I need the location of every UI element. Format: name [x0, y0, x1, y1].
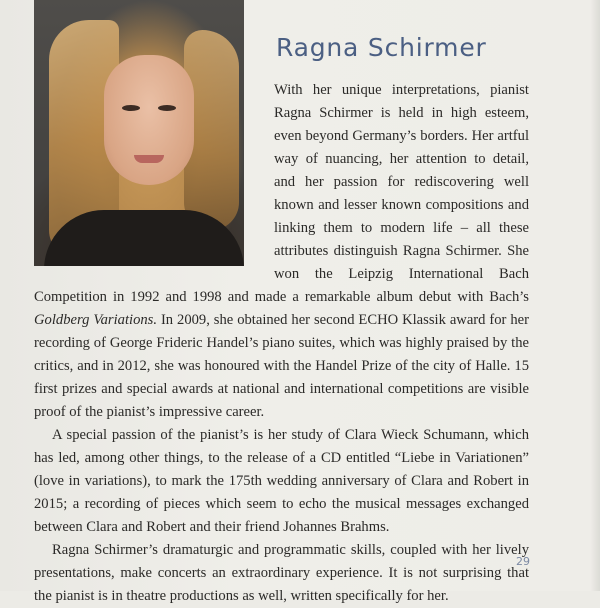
paragraph-1-part-b: In 2009, she obtained her second ECHO Klassik award for her recording of George Frideric Handel’s piano suites, which was highly praised by the critics, and in 2012, she was honoured with the Handel Prize of the city of Halle. 15 first prizes and special awards at national and international competitions are visible proof of the pianist’s impressive career. [34, 312, 529, 420]
album-title: Goldberg Variations. [34, 312, 157, 328]
page-title: Ragna Schirmer [276, 33, 487, 62]
photo-wrap-spacer [34, 79, 274, 268]
paragraph-3: Ragna Schirmer’s dramaturgic and programmatic skills, coupled with her lively presentations, make concerts an extraordinary experience. It is not surprising that the pianist is in theatre productions as well, written specifically for her. [34, 542, 529, 604]
page-number: 29 [516, 555, 530, 568]
paragraph-1-part-a: With her unique interpretations, pianist Ragna Schirmer is held in high esteem, even beyond Germany’s borders. Her artful way of nuancing, her attention to detail, and her passion for rediscovering well known and lesser known compositions and linking them to modern life – all these attributes distinguish Ragna Schirmer. She won the Leipzig International Bach Competition in 1992 and 1998 and made a remarkable album debut with Bach’s [34, 82, 529, 305]
page-edge-shadow [590, 0, 600, 591]
biography-text [34, 79, 529, 608]
paragraph-2: A special passion of the pianist’s is her study of Clara Wieck Schumann, which has led, among other things, to the release of a CD entitled “Liebe in Variationen” (love in variations), to mark the 175th wedding anniversary of Clara and Robert in 2015; a recording of pieces which seem to echo the musical messages exchanged between Clara and Robert and their friend Johannes Brahms. [34, 427, 529, 535]
